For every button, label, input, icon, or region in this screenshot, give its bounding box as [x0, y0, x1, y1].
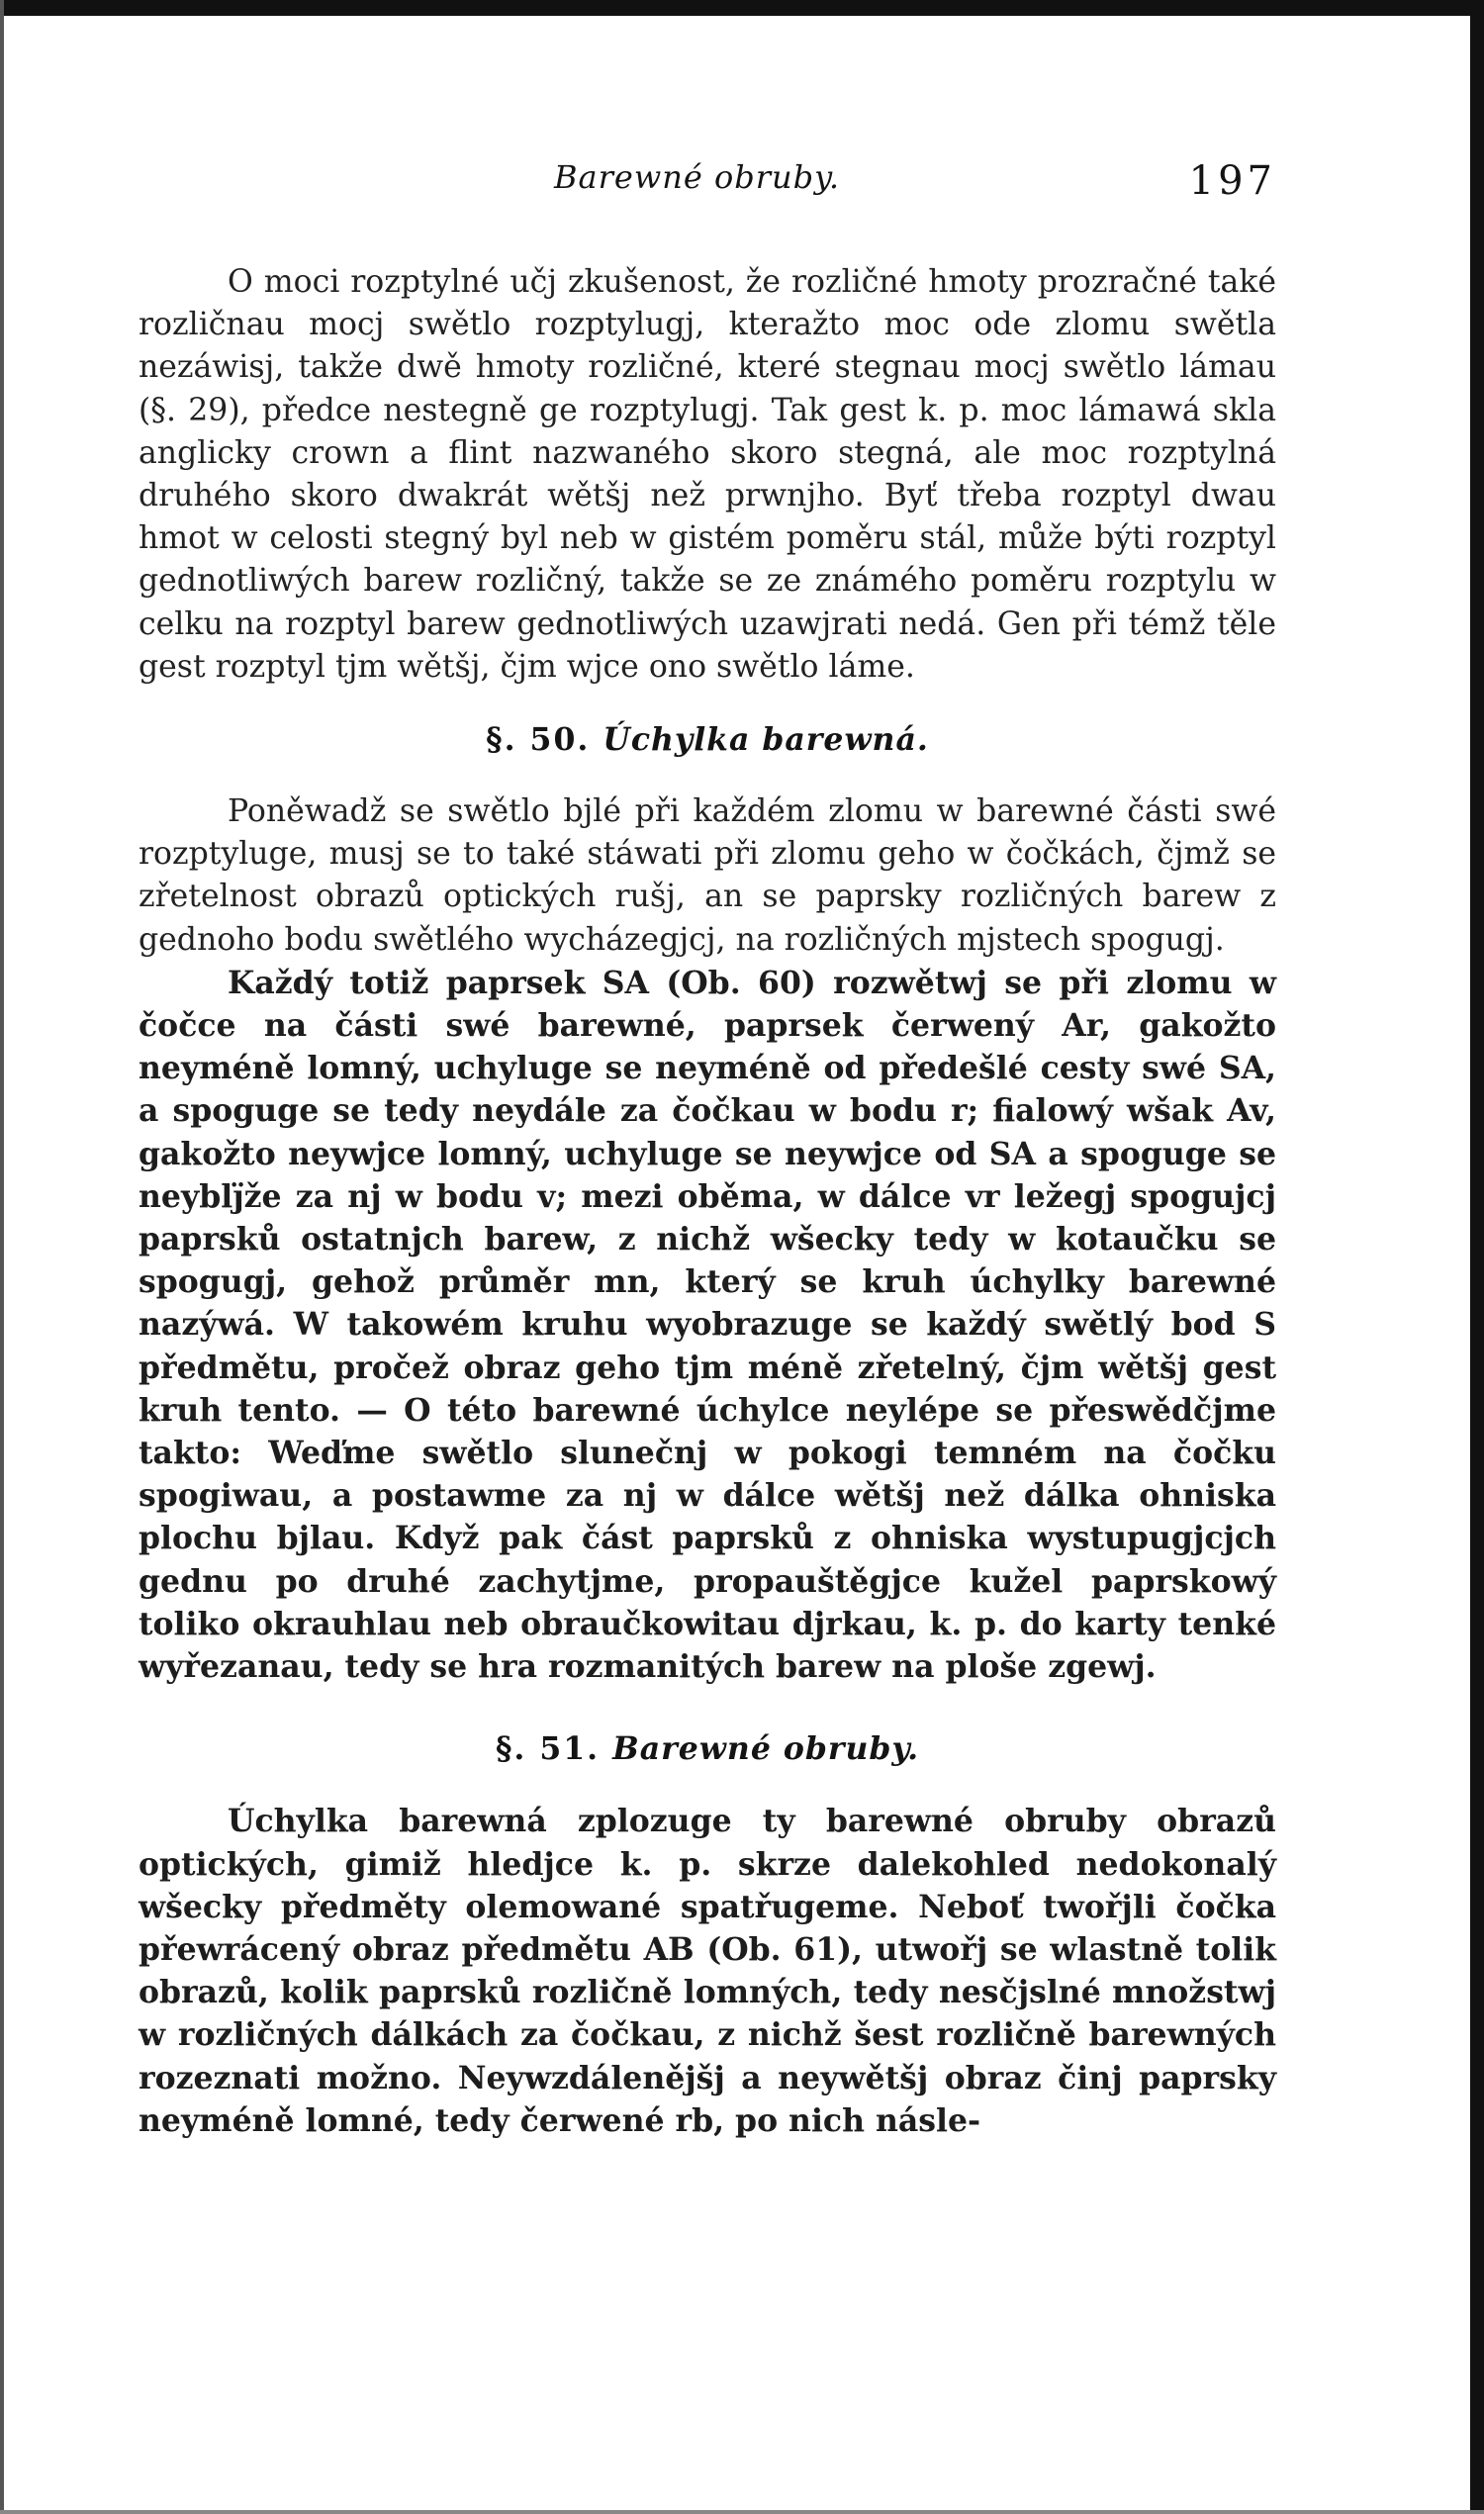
paragraph-aberration-detail: Každý totiž paprsek SA (Ob. 60) rozwětwj se při zlomu w čočce na části swé barewné, paprsek čerwený Ar, gakožto neyméně lomný, uchyluge se neyméně od předešlé cesty swé SA, a spoguge se tedy neydále za čočkau w bodu r; fialowý wšak Av, gakožto neywjce lomný, uchyluge se neywjce od SA a spoguge se neyblj̈že za nj w bodu v; mezi oběma, w dálce vr ležegj spogujcj paprsků ostatnjch barew, z nichž wšecky tedy w kotaučku se spogugj, gehož průměr mn, který se kruh úchylky barewné nazýwá. W takowém kruhu wyobrazuge se každý swětlý bod S předmětu, pročež obraz geho tjm méně zřetelný, čjm wětšj gest kruh tento. — O této barewné úchylce neylépe se přeswědčjme takto: Weďme swětlo slunečnj w pokogi temném na čočku spogiwau, a postawme za nj w dálce wětšj než dálka ohniska plochu bjlau. Když pak část paprsků z ohniska wystupugjcjch gednu po druhé zachytjme, propauštěgjce kužel paprskowý toliko okrauhlau neb obraučkowitau djrkau, k. p. do karty tenké wyřezanau, tedy se hra rozmanitých barew na ploše zgewj. — [139, 964, 1276, 1686]
running-title: Barewné obruby. — [554, 158, 841, 196]
section-heading-50 — [139, 718, 1276, 761]
paragraph-dispersion: O moci rozptylné učj zkušenost, že rozličné hmoty prozračné také rozličnau mocj swětlo rozptylugj, kteražto moc ode zlomu swětla nezáwisj, takže dwě hmoty rozličné, které stegnau mocj swětlo lámau (§. 29), předce nestegně ge rozptylugj. Tak gest k. p. moc lámawá skla anglicky crown a flint nazwaného skoro stegná, ale moc rozptylná druhého skoro dwakrát wětšj než prwnjho. Byť třeba rozptyl dwau hmot w celosti stegný byl neb w gistém poměru stál, může býti rozptyl gednotliwých barew rozličný, takže se ze známého poměru rozptylu w celku na rozptyl barew gednotliwých uzawjrati nedá. Gen při témž těle gest rozptyl tjm wětšj, čjm wjce ono swětlo láme. — [139, 264, 1276, 685]
section-title: Úchylka barewná. — [603, 721, 929, 759]
section-title: Barewné obruby. — [612, 1730, 920, 1768]
scan-border-bottom — [0, 2510, 1484, 2514]
page-header — [139, 158, 1276, 218]
book-page — [139, 158, 1276, 2142]
paragraph-color-fringes: Úchylka barewná zplozuge ty barewné obruby obrazů optických, gimiž hledjce k. p. skrze dalekohled nedokonalý wšecky předměty olemowané spatřugeme. Neboť twořjli čočka přewrácený obraz předmětu AB (Ob. 61), utwořj se wlastně tolik obrazů, kolik paprsků rozličně lomných, tedy nesčjslné množstwj w rozličných dálkách za čočkau, z nichž šest rozličně barewných rozeznati možno. Neywzdálenějšj a neywětšj obraz činj paprsky neyméně lomné, tedy čerwené rb, po nich násle- — [139, 1803, 1276, 2139]
paragraph-aberration-intro: Poněwadž se swětlo bjlé při každém zlomu w barewné části swé rozptyluge, musj se to také stáwati při zlomu geho w čočkách, čjmž se zřetelnost obrazů optických rušj, an se paprsky rozličných barew z gednoho bodu swětlého wycházegjcj, na rozličných mjstech spogugj. — [139, 793, 1276, 958]
scan-border-right — [1470, 0, 1484, 2514]
section-heading-51 — [139, 1727, 1276, 1770]
scan-border-top — [0, 0, 1484, 16]
section-number: §. 50. — [486, 721, 591, 759]
section-number: §. 51. — [495, 1730, 601, 1768]
scan-border-left — [0, 0, 4, 2514]
page-number: 197 — [1188, 158, 1276, 204]
